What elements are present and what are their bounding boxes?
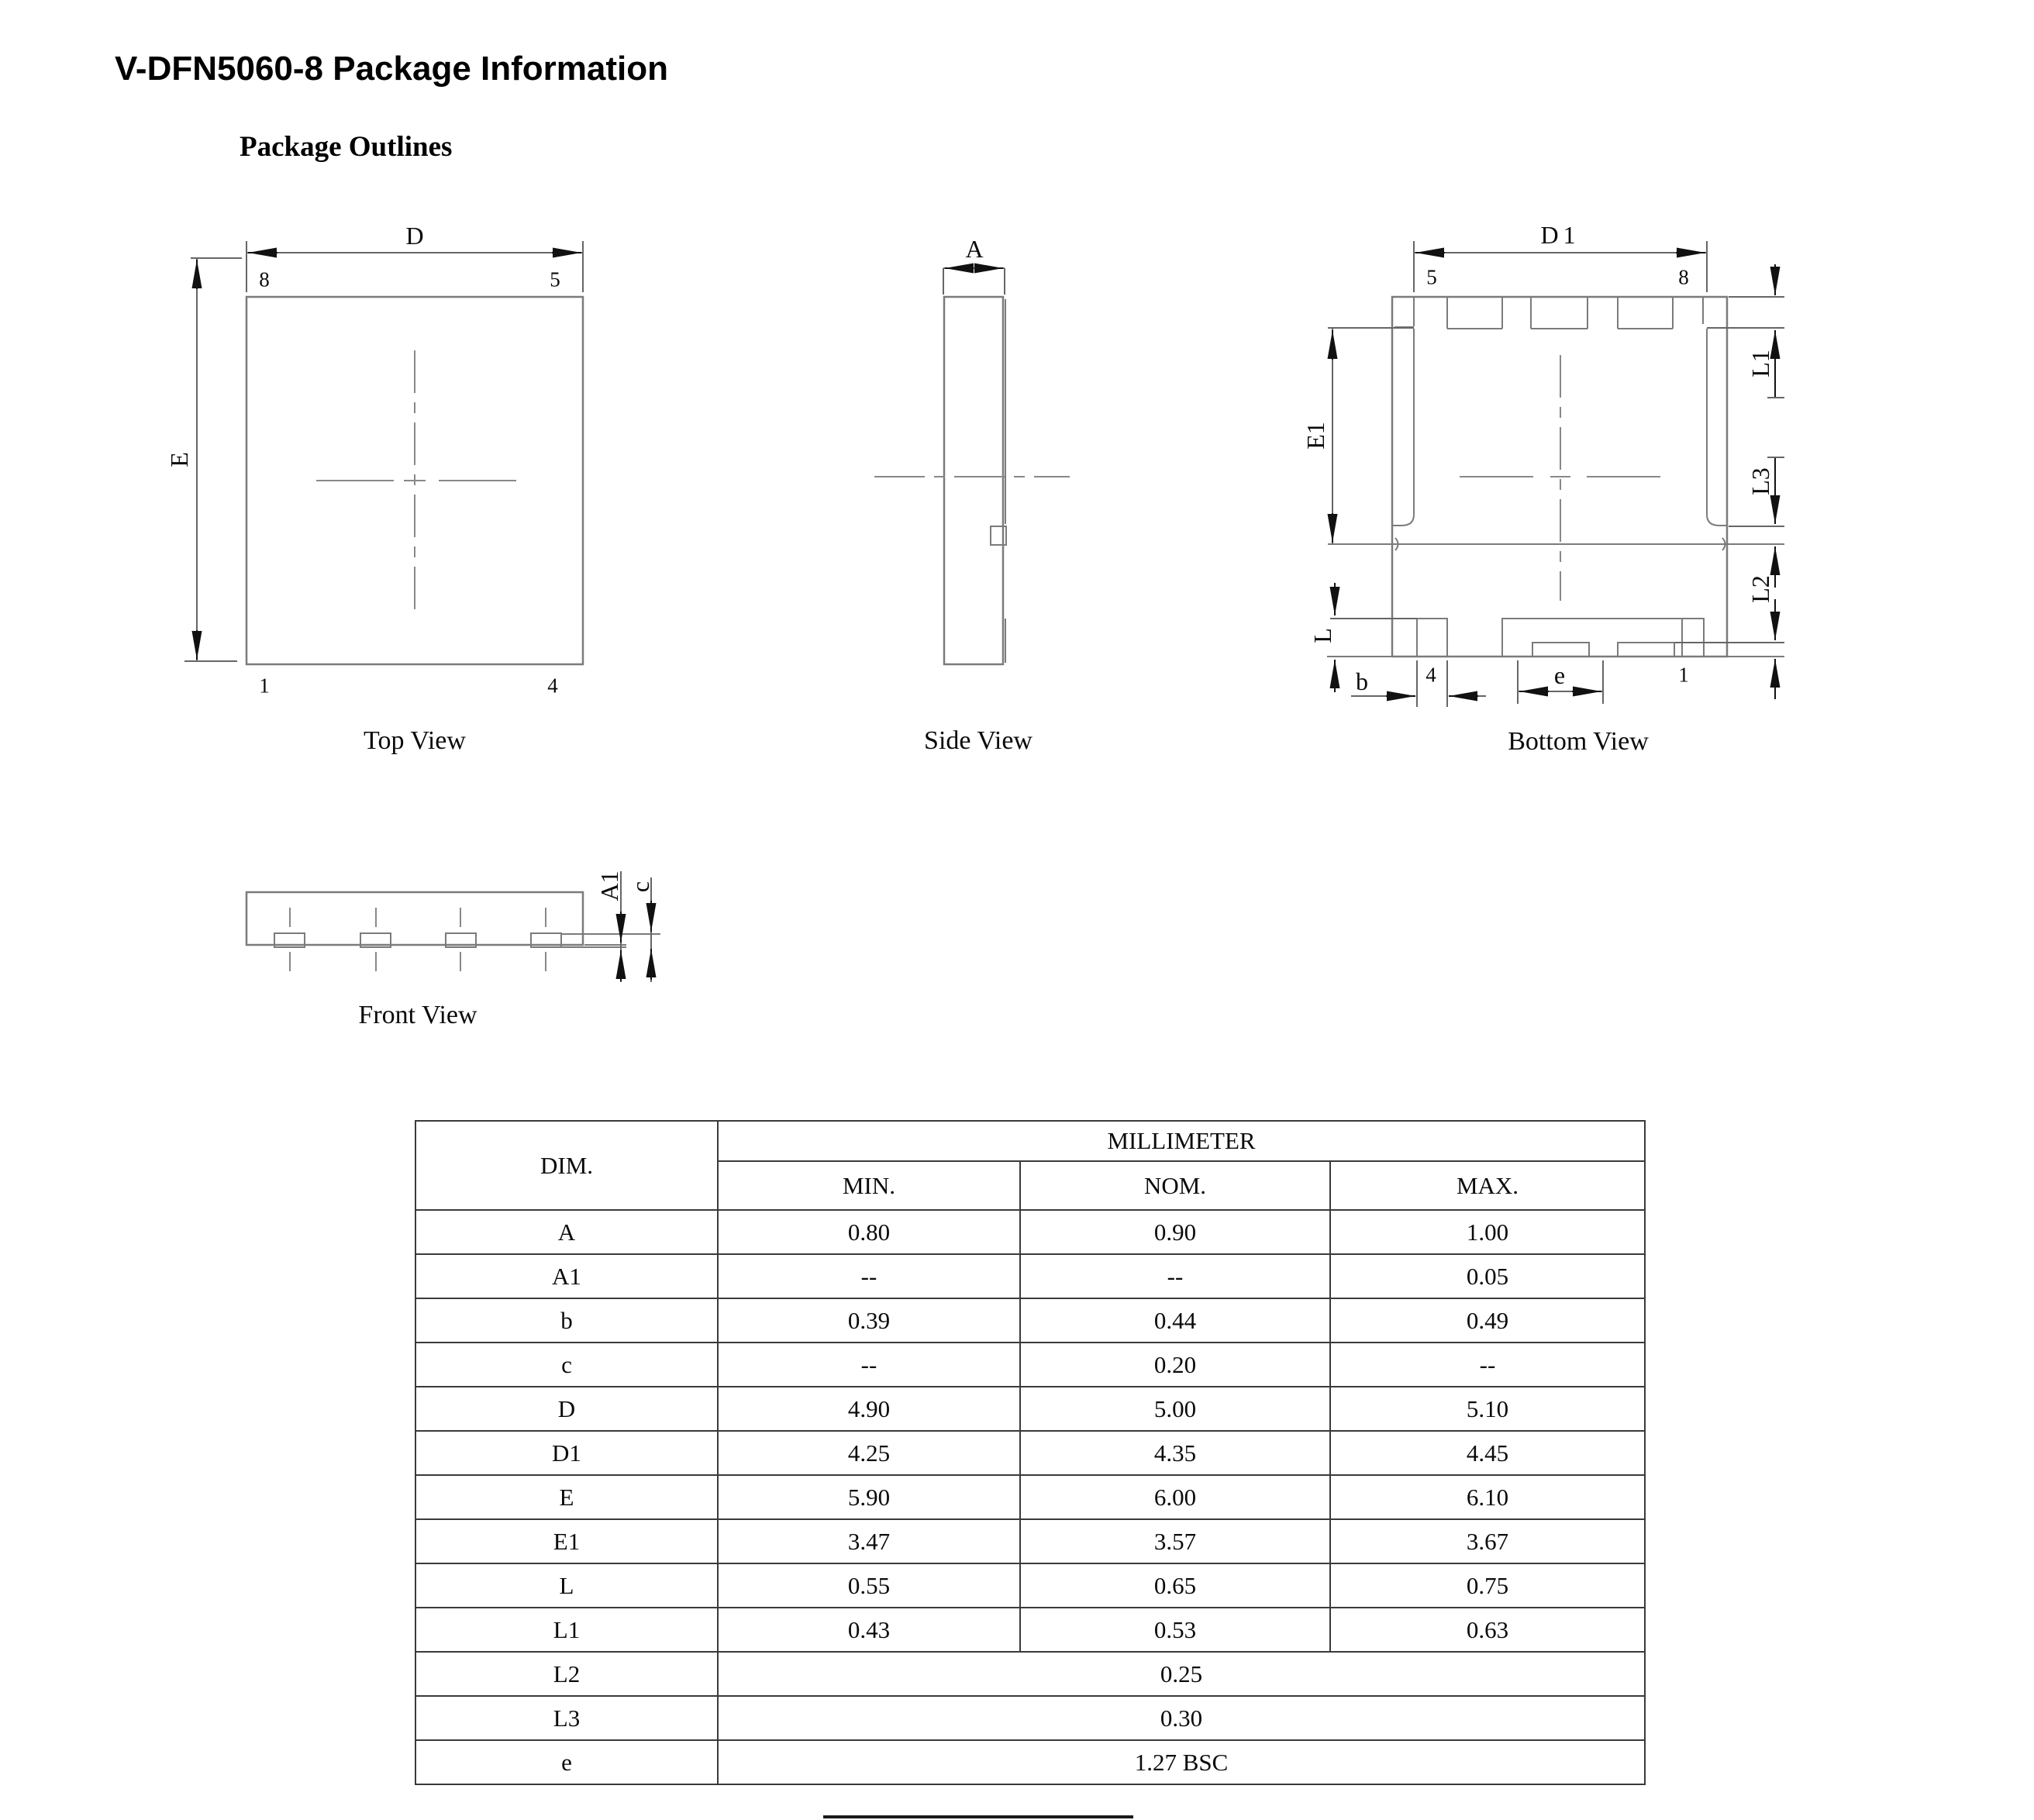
cell-dim: L3 [415,1696,718,1740]
cell-nom: 5.00 [1020,1387,1330,1431]
dim-label-D: D [405,222,424,250]
cell-min: -- [718,1343,1020,1387]
section-heading-package-outlines: Package Outlines [240,131,453,163]
table-row-L2 [415,1652,1645,1696]
table-header-max: MAX. [1330,1161,1645,1210]
dim-label-D1: D1 [1540,221,1581,249]
cell-nom: 0.65 [1020,1563,1330,1608]
dim-label-A: A [965,235,984,263]
cell-max: 0.49 [1330,1298,1645,1343]
cell-dim: c [415,1343,718,1387]
top-view-pin-1: 1 [259,674,270,698]
table-row-L3 [415,1696,1645,1740]
table-row-L [415,1563,1645,1608]
cell-nom: 0.90 [1020,1210,1330,1254]
top-view-package-body [246,297,583,664]
side-view-drawing [874,268,1070,664]
cell-merged-value: 0.25 [718,1652,1645,1696]
cell-dim: e [415,1740,718,1784]
bottom-view-caption: Bottom View [1508,727,1649,756]
cell-dim: L1 [415,1608,718,1652]
table-header-millimeter: MILLIMETER [718,1121,1645,1161]
dim-label-E: E [165,452,193,467]
table-row-D [415,1387,1645,1431]
cell-merged-value: 0.30 [718,1696,1645,1740]
cell-nom: -- [1020,1254,1330,1298]
cell-min: 4.90 [718,1387,1020,1431]
bottom-view-pin-5: 5 [1426,265,1437,289]
cell-min: 3.47 [718,1519,1020,1563]
cell-dim: D1 [415,1431,718,1475]
cell-min: 4.25 [718,1431,1020,1475]
cell-dim: L [415,1563,718,1608]
cell-dim: E [415,1475,718,1519]
table-row-A [415,1210,1645,1254]
table-row-A1 [415,1254,1645,1298]
cell-dim: E1 [415,1519,718,1563]
table-row-b [415,1298,1645,1343]
dim-label-L: L [1308,628,1336,643]
cell-nom: 3.57 [1020,1519,1330,1563]
bottom-view-package-body [1392,297,1727,657]
dim-label-L2: L2 [1746,575,1774,603]
dim-label-e: e [1553,661,1566,689]
cell-min: -- [718,1254,1020,1298]
top-view-drawing [184,241,583,664]
cell-max: -- [1330,1343,1645,1387]
dim-label-A1: A1 [595,870,623,901]
dimension-table [415,1120,1646,1785]
cell-min: 0.39 [718,1298,1020,1343]
side-view-caption: Side View [924,726,1033,755]
cell-nom: 4.35 [1020,1431,1330,1475]
top-view-caption: Top View [364,726,466,755]
dim-label-c: c [626,881,654,893]
front-view-caption: Front View [358,1001,477,1029]
cell-min: 5.90 [718,1475,1020,1519]
cell-nom: 0.53 [1020,1608,1330,1652]
dim-label-L3: L3 [1746,467,1774,495]
table-header-nom: NOM. [1020,1161,1330,1210]
front-view-package-body [246,892,583,945]
dim-label-b: b [1356,667,1368,695]
cell-min: 0.55 [718,1563,1020,1608]
page-title: V-DFN5060-8 Package Information [115,50,669,88]
top-view-pin-4: 4 [547,674,558,698]
dim-label-E1: E1 [1301,422,1329,450]
cell-max: 4.45 [1330,1431,1645,1475]
cell-min: 0.43 [718,1608,1020,1652]
bottom-view-pin-4: 4 [1426,663,1436,687]
table-header-dim: DIM. [415,1121,718,1210]
cell-nom: 0.20 [1020,1343,1330,1387]
table-row-L1 [415,1608,1645,1652]
table-header-min: MIN. [718,1161,1020,1210]
table-row-e [415,1740,1645,1784]
bottom-view-pin-1: 1 [1678,663,1689,687]
cell-dim: D [415,1387,718,1431]
footer-divider-line [823,1815,1133,1818]
cell-min: 0.80 [718,1210,1020,1254]
cell-max: 0.05 [1330,1254,1645,1298]
table-row-c [415,1343,1645,1387]
side-view-package-body [944,297,1003,664]
cell-merged-value: 1.27 BSC [718,1740,1645,1784]
cell-max: 0.75 [1330,1563,1645,1608]
cell-max: 6.10 [1330,1475,1645,1519]
top-view-pin-8: 8 [259,267,270,291]
bottom-view-drawing [1327,241,1784,707]
dim-label-L1: L1 [1746,350,1774,377]
top-view-pin-5: 5 [550,267,560,291]
cell-max: 0.63 [1330,1608,1645,1652]
table-row-D1 [415,1431,1645,1475]
cell-dim: L2 [415,1652,718,1696]
cell-dim: b [415,1298,718,1343]
cell-max: 3.67 [1330,1519,1645,1563]
table-row-E1 [415,1519,1645,1563]
bottom-view-pin4-pad [1417,619,1447,657]
cell-nom: 0.44 [1020,1298,1330,1343]
cell-max: 5.10 [1330,1387,1645,1431]
cell-dim: A [415,1210,718,1254]
table-row-E [415,1475,1645,1519]
bottom-view-pin-8: 8 [1678,265,1689,289]
cell-dim: A1 [415,1254,718,1298]
cell-nom: 6.00 [1020,1475,1330,1519]
cell-max: 1.00 [1330,1210,1645,1254]
side-view-pin-notch [991,526,1006,545]
